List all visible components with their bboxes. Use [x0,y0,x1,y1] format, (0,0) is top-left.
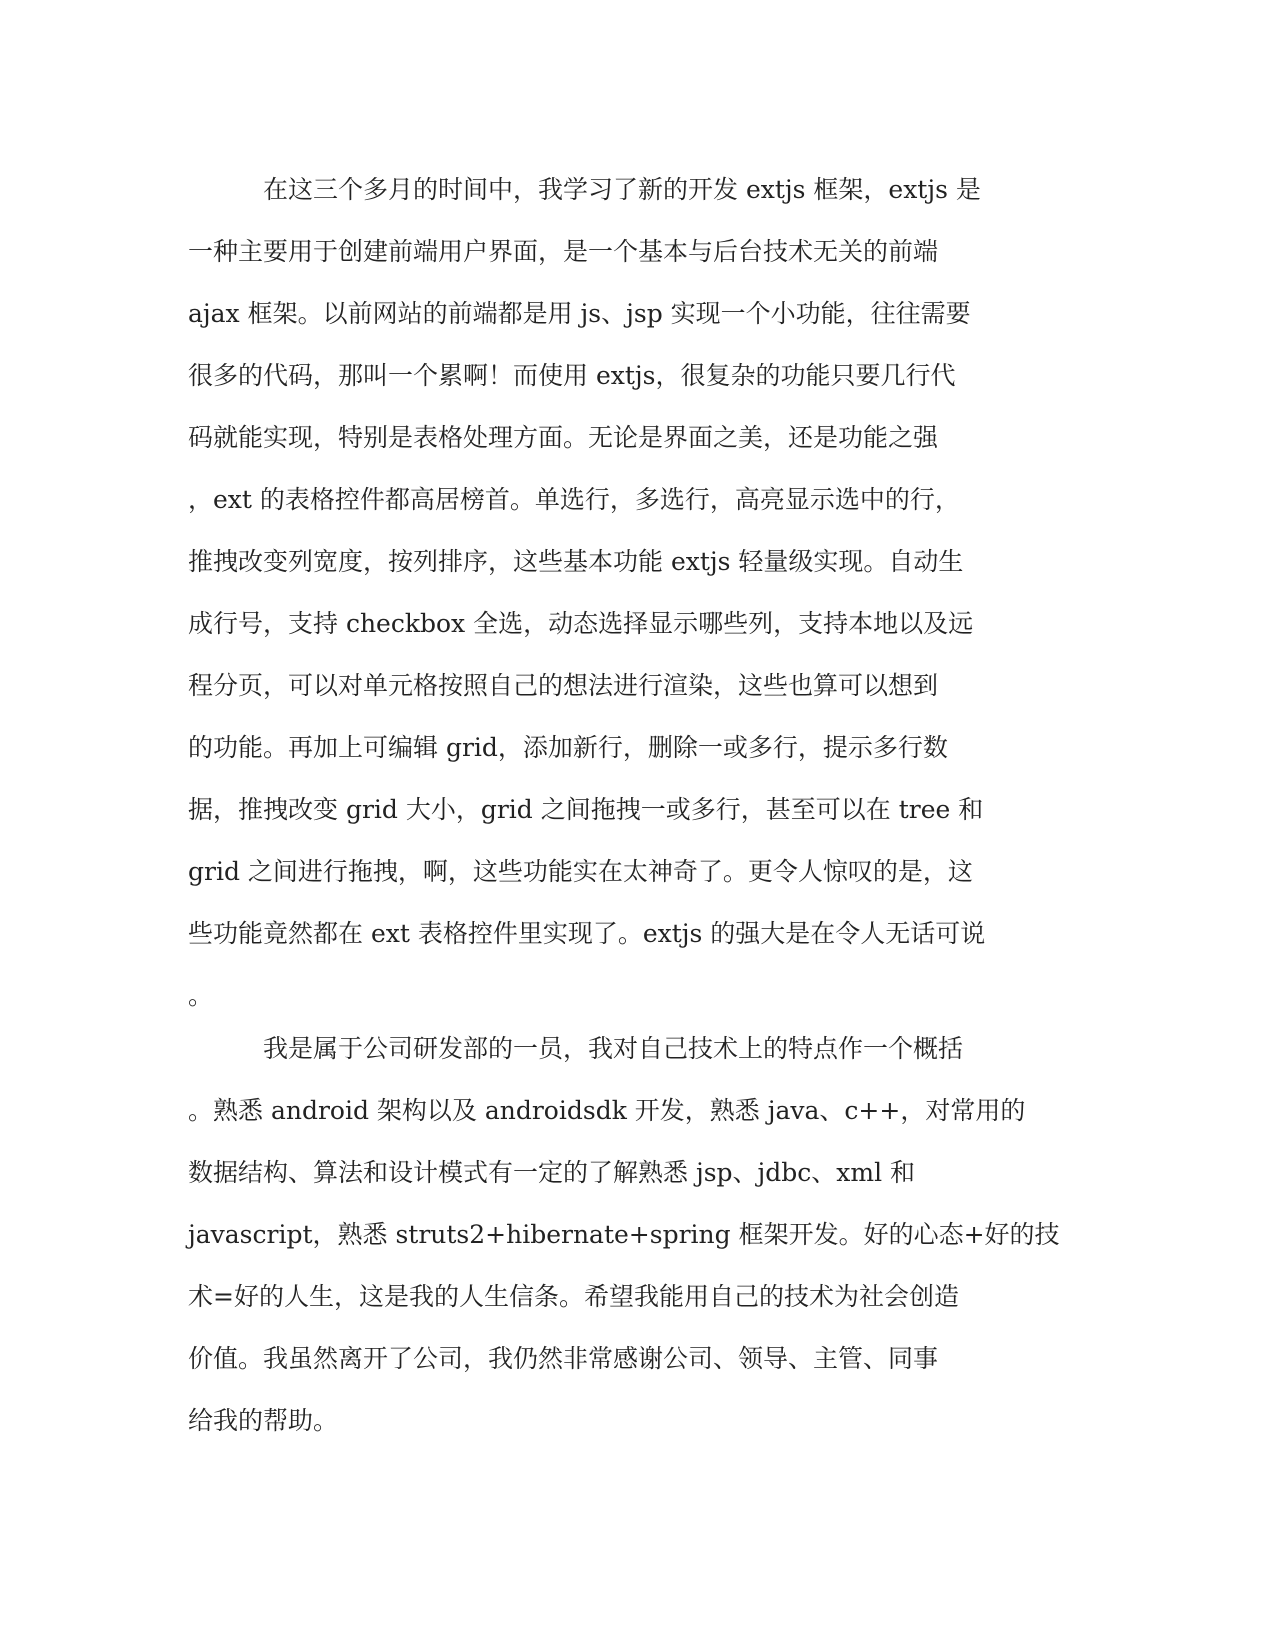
text-line: 码就能实现，特别是表格处理方面。无论是界面之美，还是功能之强 [188,423,939,452]
text-line: 价值。我虽然离开了公司，我仍然非常感谢公司、领导、主管、同事 [188,1344,939,1373]
text-line: 在这三个多月的时间中，我学习了新的开发 extjs 框架，extjs 是 [263,175,981,204]
text-line: 。 [188,981,214,1010]
text-line: ，ext 的表格控件都高居榜首。单选行，多选行，高亮显示选中的行， [188,485,960,514]
text-line: 很多的代码，那叫一个累啊！而使用 extjs，很复杂的功能只要几行代 [188,361,956,390]
text-line: 程分页，可以对单元格按照自己的想法进行渲染，这些也算可以想到 [188,671,939,700]
text-line: 据，推拽改变 grid 大小，grid 之间拖拽一或多行，甚至可以在 tree 和 [188,795,984,824]
text-line: 成行号，支持 checkbox 全选，动态选择显示哪些列，支持本地以及远 [188,609,974,638]
text-line: 数据结构、算法和设计模式有一定的了解熟悉 jsp、jdbc、xml 和 [188,1158,916,1187]
text-line: 给我的帮助。 [188,1406,339,1435]
text-line: 一种主要用于创建前端用户界面，是一个基本与后台技术无关的前端 [188,237,939,266]
text-line: 我是属于公司研发部的一员，我对自己技术上的特点作一个概括 [263,1034,964,1063]
text-line: 。熟悉 android 架构以及 androidsdk 开发，熟悉 java、c++，对常用的 [188,1096,1026,1125]
text-line: javascript，熟悉 struts2+hibernate+spring 框架开发。好的心态+好的技 [188,1220,1060,1249]
text-line: ajax 框架。以前网站的前端都是用 js、jsp 实现一个小功能，往往需要 [188,299,971,328]
text-line: 的功能。再加上可编辑 grid，添加新行，删除一或多行，提示多行数 [188,733,948,762]
text-line: 推拽改变列宽度，按列排序，这些基本功能 extjs 轻量级实现。自动生 [188,547,964,576]
paragraph-extjs-experience [188,159,1088,1027]
text-line: grid 之间进行拖拽，啊，这些功能实在太神奇了。更令人惊叹的是，这 [188,857,973,886]
text-line: 术=好的人生，这是我的人生信条。希望我能用自己的技术为社会创造 [188,1282,959,1311]
text-line: 些功能竟然都在 ext 表格控件里实现了。extjs 的强大是在令人无话可说 [188,919,986,948]
paragraph-self-summary [188,1018,1088,1452]
